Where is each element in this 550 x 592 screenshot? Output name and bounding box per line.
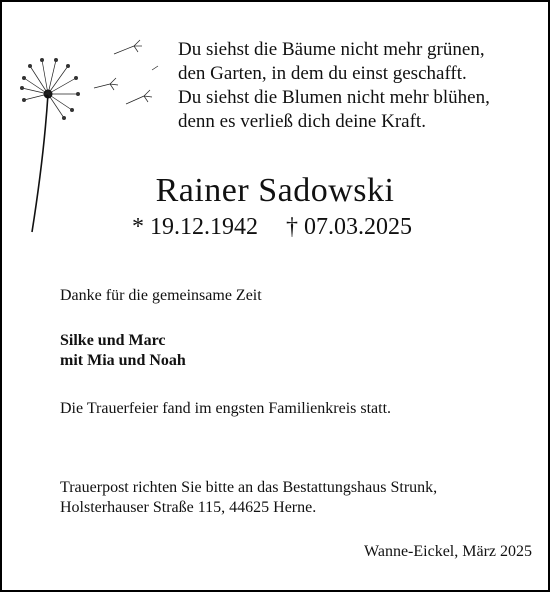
- mourners: [60, 331, 186, 371]
- thanks-text: Danke für die gemeinsame Zeit: [60, 287, 262, 304]
- contact-info: [60, 478, 437, 518]
- poem-line: denn es verließ dich deine Kraft.: [178, 111, 426, 132]
- contact-line: Trauerpost richten Sie bitte an das Bestattungshaus Strunk,: [60, 479, 438, 496]
- deceased-name: Rainer Sadowski: [155, 172, 395, 209]
- poem-line: Du siehst die Bäume nicht mehr grünen,: [178, 39, 485, 60]
- death-date: † 07.03.2025: [286, 214, 412, 240]
- life-dates: [132, 214, 412, 241]
- birth-date: * 19.12.1942: [132, 214, 258, 240]
- mourners-line: mit Mia und Noah: [60, 352, 186, 369]
- contact-line: Holsterhauser Straße 115, 44625 Herne.: [60, 499, 317, 516]
- poem-line: Du siehst die Blumen nicht mehr blühen,: [178, 87, 490, 108]
- mourners-line: Silke und Marc: [60, 332, 166, 349]
- funeral-note: Die Trauerfeier fand im engsten Familienkreis statt.: [60, 400, 392, 417]
- place-date: Wanne-Eickel, März 2025: [364, 543, 532, 560]
- poem-line: den Garten, in dem du einst geschafft.: [178, 63, 467, 84]
- poem: [178, 38, 490, 134]
